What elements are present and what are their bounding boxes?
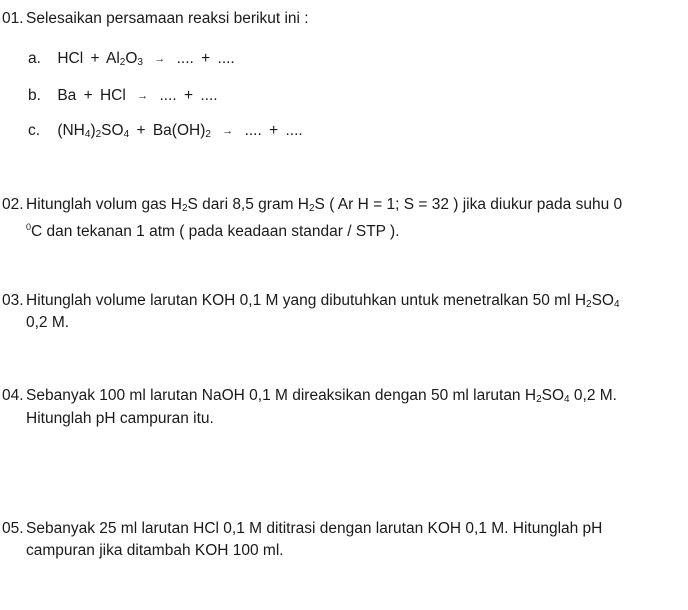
equation-b-plus: + [83,87,93,104]
question-4-line-1: Sebanyak 100 ml larutan NaOH 0,1 M direaksikan dengan 50 ml larutan H2SO4 0,2 M. [26,387,617,405]
arrow-icon: → [222,125,234,137]
question-5-number: 05. [2,520,24,537]
equation-a-plus: + [90,50,100,67]
equation-a-reactant-2: Al2O3 [105,50,143,68]
question-5-line-1: Sebanyak 25 ml larutan HCl 0,1 M dititrasi dengan larutan KOH 0,1 M. Hitunglah pH [26,520,603,537]
equation-c-reactant-2: Ba(OH)2 [152,122,211,140]
question-1 [2,8,309,30]
equation-a-reactant-1: HCl [57,50,84,67]
question-3-line-2: 0,2 M. [26,314,70,331]
equation-b-blank-1: .... [159,87,177,104]
question-5-line-2: campuran jika ditambah KOH 100 ml. [26,542,284,559]
equation-c-blank-1: .... [244,122,262,139]
equation-a-blank-1: .... [176,50,194,67]
equation-b-reactant-1: Ba [57,87,77,104]
question-3-number: 03. [2,292,24,309]
question-5 [2,518,602,540]
equation-b-reactant-2: HCl [99,87,126,104]
equation-a-blank-2: .... [217,50,235,67]
question-4-line-2: Hitunglah pH campuran itu. [26,410,214,427]
equation-c [28,120,303,146]
question-1-text: Selesaikan persamaan reaksi berikut ini : [26,10,309,27]
arrow-icon: → [154,53,166,65]
question-2-line-1: Hitunglah volum gas H2S dari 8,5 gram H2S ( Ar H = 1; S = 32 ) jika diukur pada suhu 0 [26,196,623,214]
equation-b-blank-2: .... [200,87,218,104]
equation-a [28,48,235,74]
equation-b-plus-2: + [183,87,194,104]
question-2-number: 02. [2,196,24,213]
degree-superscript: 0 [26,222,32,232]
question-3 [2,290,620,316]
equation-c-blank-2: .... [285,122,303,139]
equation-b [28,85,218,107]
question-2-line-2: $^0$C dan tekanan 1 atm ( pada keadaan standar / STP ). [26,222,400,240]
question-4-number: 04. [2,387,24,404]
equation-c-plus: + [136,122,146,139]
equation-c-plus-2: + [269,122,279,139]
equation-a-plus-2: + [201,50,211,67]
equation-a-letter: a. [28,50,41,67]
equation-c-letter: c. [28,122,41,139]
equation-b-letter: b. [28,87,41,104]
question-3-line-1: Hitunglah volume larutan KOH 0,1 M yang dibutuhkan untuk menetralkan 50 ml H2SO4 [26,292,620,310]
question-1-number: 01. [2,10,24,27]
arrow-icon: → [137,90,149,102]
equation-c-reactant-1: (NH4)2SO4 [57,122,130,140]
